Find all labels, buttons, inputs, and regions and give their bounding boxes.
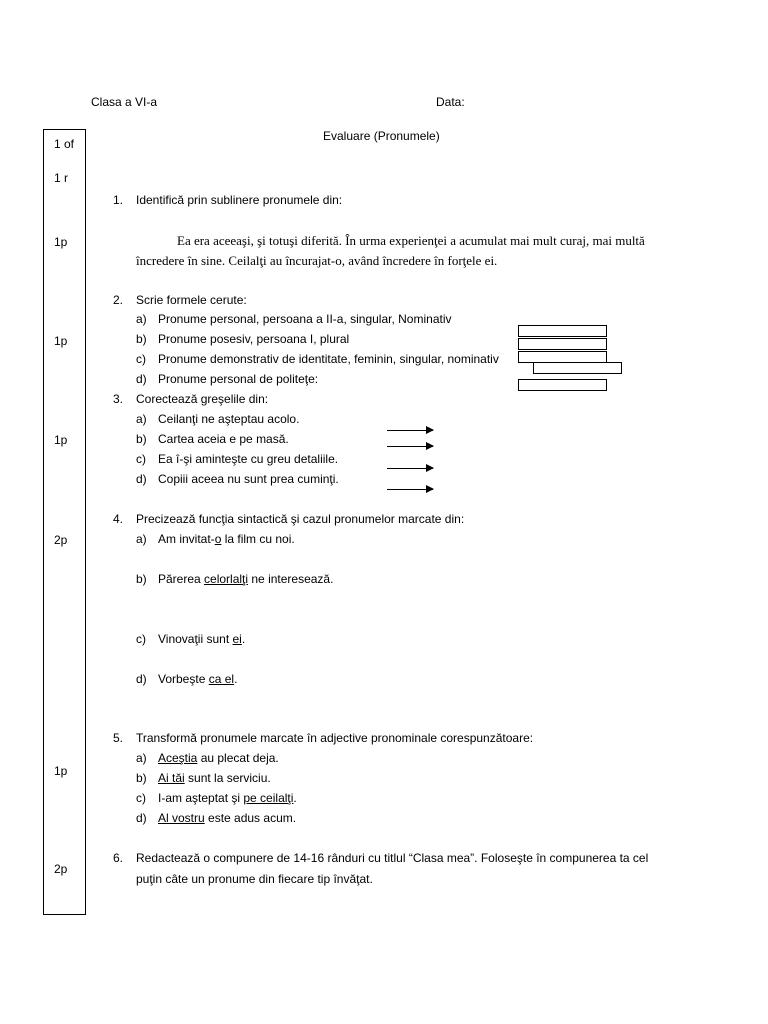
score-q1: 1p (54, 235, 68, 249)
q5-item-a-letter: a) (136, 751, 147, 765)
q6-number: 6. (113, 851, 124, 865)
q4-number: 4. (113, 512, 124, 526)
q4-item-c-marked: ei (232, 632, 242, 646)
q2-item-d: Pronume personal de politeţe: (158, 372, 319, 386)
q3-item-c: Ea î-şi aminteşte cu greu detaliile. (158, 452, 339, 466)
q5-item-d: Al vostru este adus acum. (158, 811, 297, 825)
q3-item-b-letter: b) (136, 432, 147, 446)
q4-item-b-marked: celorlalţi (204, 572, 249, 586)
page-title: Evaluare (Pronumele) (323, 129, 440, 143)
q5-item-a: Aceştia au plecat deja. (158, 751, 279, 765)
score-q2: 1p (54, 334, 68, 348)
score-header-2: 1 r (54, 171, 69, 185)
answer-box-d[interactable] (518, 379, 607, 391)
q2-number: 2. (113, 293, 124, 307)
q5-item-c-marked: pe ceilalţi (243, 791, 294, 805)
answer-box-a[interactable] (518, 325, 607, 337)
q2-item-a: Pronume personal, persoana a II-a, singular, Nominativ (158, 312, 452, 326)
q4-item-d: Vorbeşte ca el. (158, 672, 238, 686)
q4-item-c-letter: c) (136, 632, 146, 646)
q2-item-d-letter: d) (136, 372, 147, 386)
q3-item-d-letter: d) (136, 472, 147, 486)
score-q3: 1p (54, 433, 68, 447)
q4-text: Precizează funcţia sintactică şi cazul pronumelor marcate din: (136, 512, 465, 526)
q3-item-b: Cartea aceia e pe masă. (158, 432, 289, 446)
score-column (43, 129, 86, 915)
q5-item-a-marked: Aceştia (158, 751, 198, 765)
q5-item-d-marked: Al vostru (158, 811, 205, 825)
score-q4: 2p (54, 533, 68, 547)
q5-item-b-letter: b) (136, 771, 147, 785)
q4-item-b: Părerea celorlalţi ne interesează. (158, 572, 334, 586)
q5-item-b: Ai tăi sunt la serviciu. (158, 771, 271, 785)
q2-item-c: Pronume demonstrativ de identitate, feminin, singular, nominativ (158, 352, 499, 366)
answer-box-b[interactable] (518, 338, 607, 350)
q4-item-c: Vinovaţii sunt ei. (158, 632, 246, 646)
q4-item-b-letter: b) (136, 572, 147, 586)
q3-item-a-letter: a) (136, 412, 147, 426)
q3-item-c-letter: c) (136, 452, 146, 466)
q3-item-a: Ceilanţi ne aşteptau acolo. (158, 412, 300, 426)
q4-item-a: Am invitat-o la film cu noi. (158, 532, 295, 546)
q5-item-c: I-am aşteptat şi pe ceilalţi. (158, 791, 297, 805)
q5-number: 5. (113, 731, 124, 745)
score-q5: 1p (54, 764, 68, 778)
score-header-1: 1 of (54, 137, 75, 151)
q2-item-b: Pronume posesiv, persoana I, plural (158, 332, 350, 346)
q2-item-c-letter: c) (136, 352, 146, 366)
score-q6: 2p (54, 862, 68, 876)
answer-box-c2[interactable] (533, 362, 622, 374)
q1-passage-line2: încredere în sine. Ceilalţi au încurajat-o, având încredere în forţele ei. (136, 253, 498, 268)
class-label: Clasa a VI-a (91, 95, 158, 109)
q6-line1: Redactează o compunere de 14-16 rânduri cu titlul “Clasa mea”. Foloseşte în compunerea ta cel (136, 851, 649, 865)
q5-item-c-letter: c) (136, 791, 146, 805)
q4-item-d-marked: ca el (208, 672, 235, 686)
q4-item-a-marked: o (214, 532, 222, 546)
q5-item-d-letter: d) (136, 811, 147, 825)
q5-text: Transformă pronumele marcate în adjective pronominale corespunzătoare: (136, 731, 534, 745)
arrow-c (387, 468, 433, 469)
q5-item-b-marked: Ai tăi (158, 771, 185, 785)
q2-item-b-letter: b) (136, 332, 147, 346)
q2-text: Scrie formele cerute: (136, 293, 247, 307)
q1-text: Identifică prin sublinere pronumele din: (136, 193, 343, 207)
q1-passage-line1: Ea era aceeaşi, şi totuşi diferită. În urma experienţei a acumulat mai mult curaj, mai multă (177, 233, 645, 248)
q4-item-d-letter: d) (136, 672, 147, 686)
arrow-d (387, 489, 433, 490)
q6-line2: puţin câte un pronume din fiecare tip învăţat. (136, 872, 373, 886)
q2-item-a-letter: a) (136, 312, 147, 326)
q3-text: Corectează greşelile din: (136, 392, 269, 406)
q1-number: 1. (113, 193, 124, 207)
q4-item-a-letter: a) (136, 532, 147, 546)
arrow-a (387, 430, 433, 431)
q3-number: 3. (113, 392, 124, 406)
q3-item-d: Copiii aceea nu sunt prea cuminţi. (158, 472, 339, 486)
date-label: Data: (436, 95, 465, 109)
arrow-b (387, 446, 433, 447)
